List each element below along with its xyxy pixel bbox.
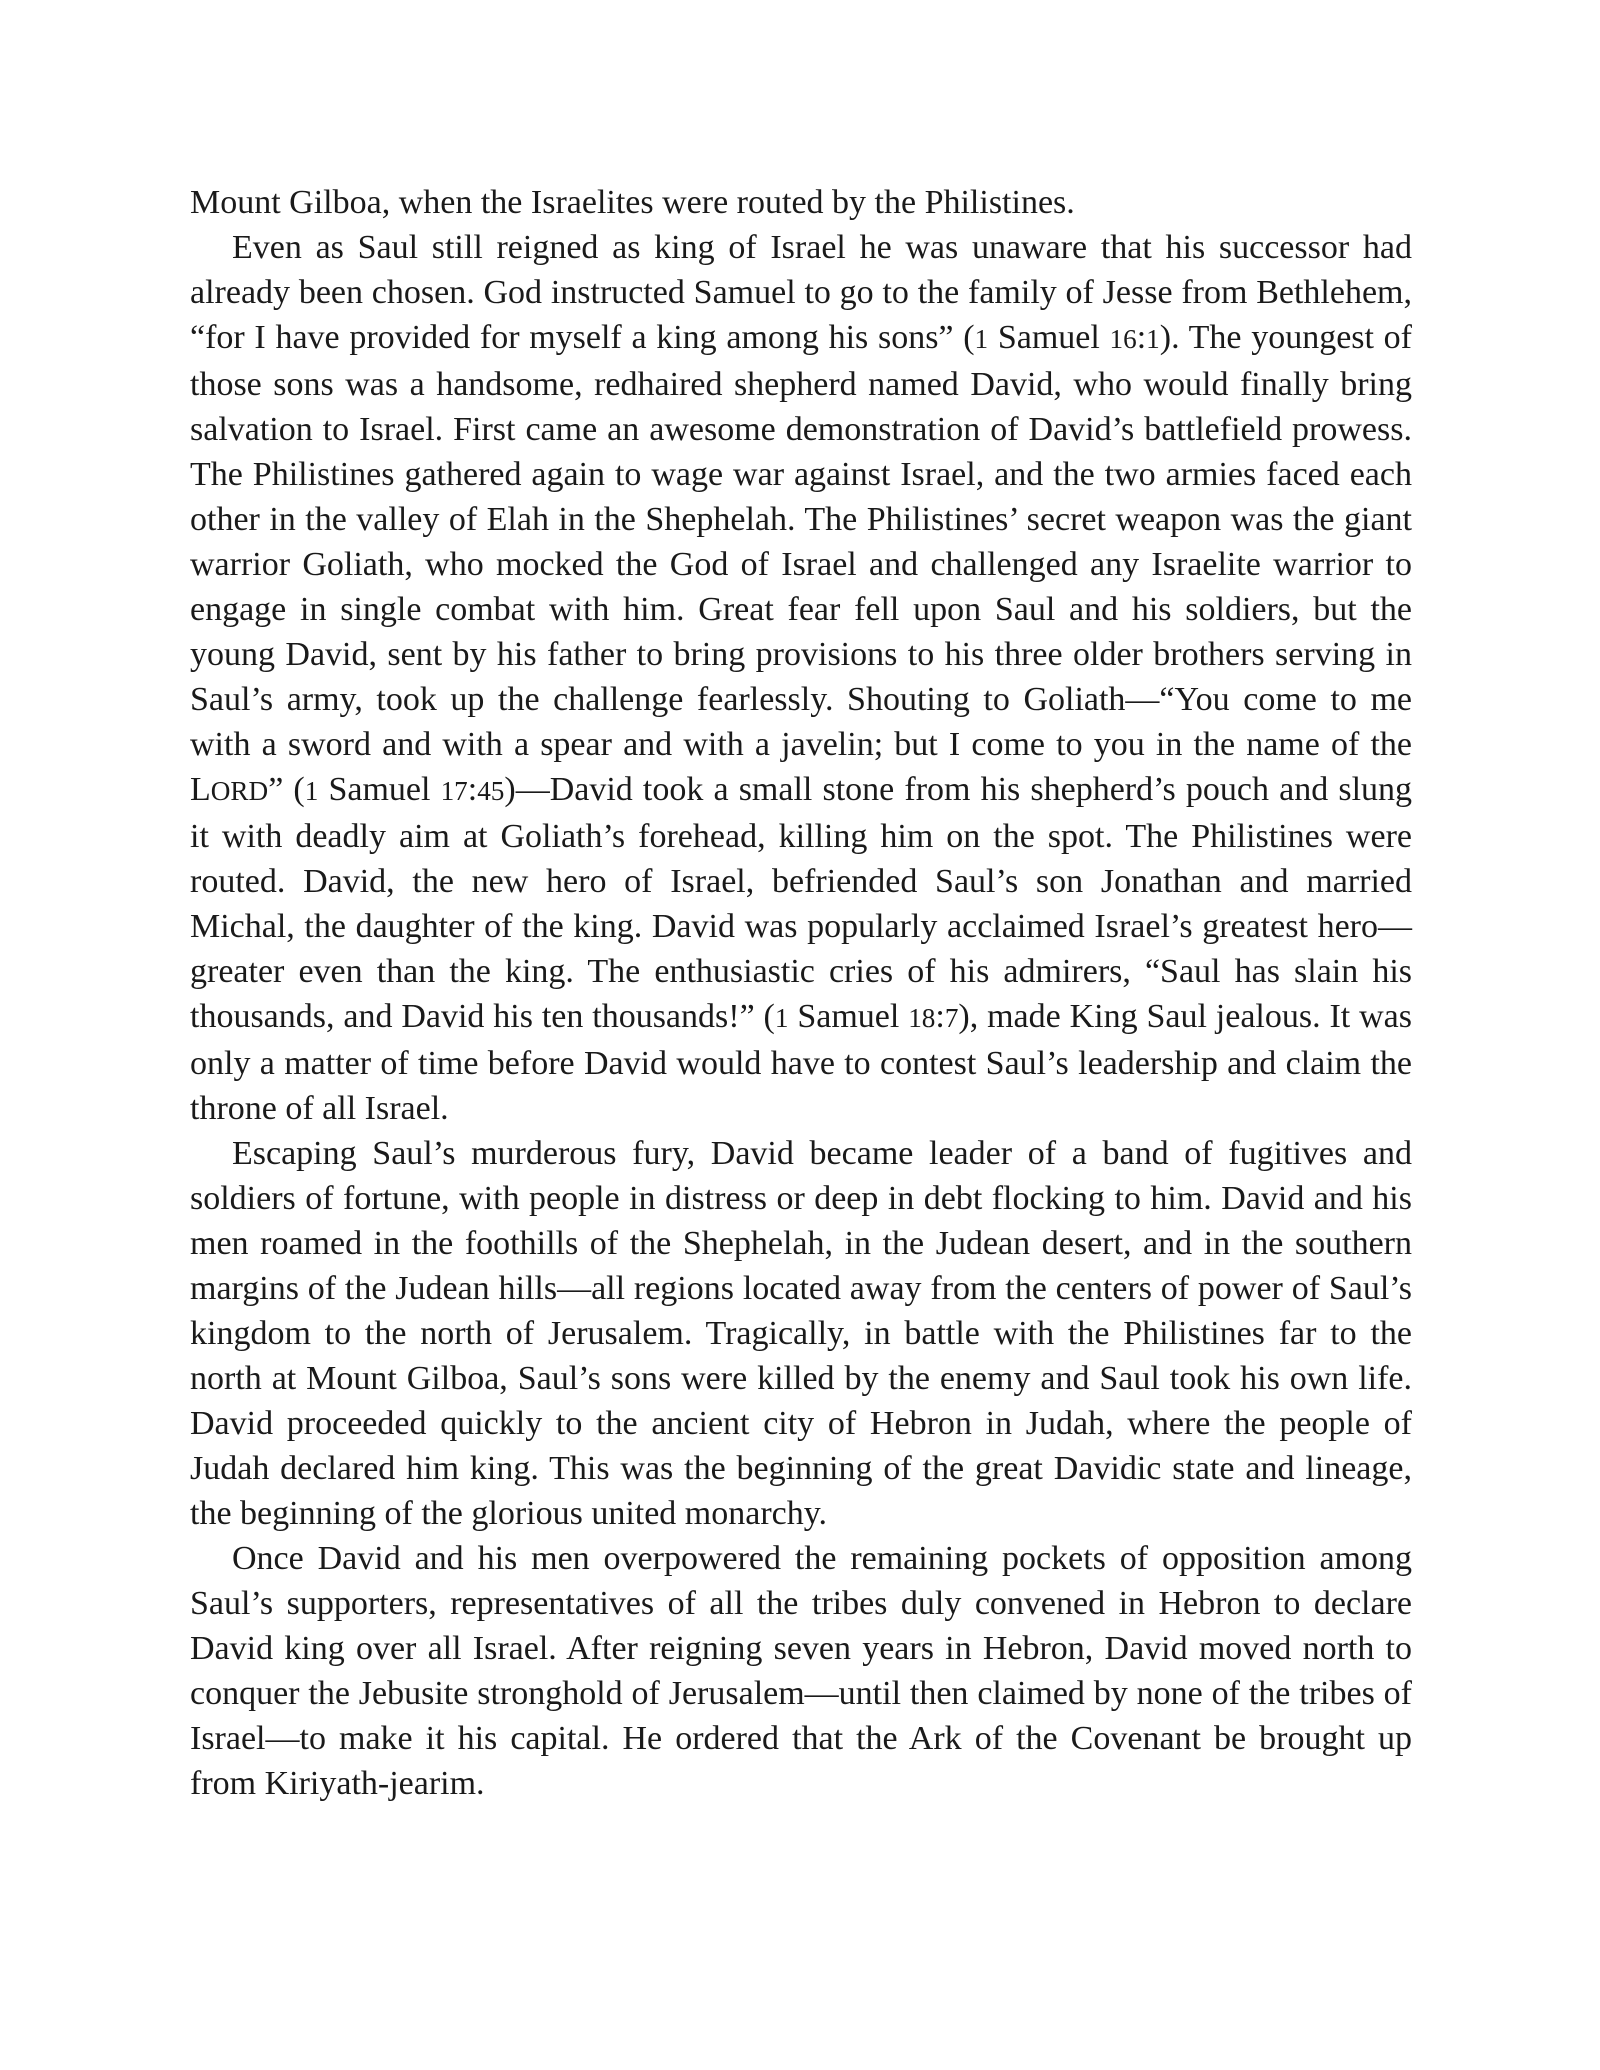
text-run: :	[1136, 319, 1147, 356]
page-body	[190, 180, 1412, 1806]
text-run: ” (	[268, 771, 305, 808]
small-caps-numeral: 16	[1109, 324, 1137, 354]
paragraph	[190, 1536, 1412, 1806]
small-caps-text: ORD	[210, 776, 269, 806]
text-run: Samuel	[318, 771, 441, 808]
small-caps-numeral: 17	[440, 776, 468, 806]
text-run: Once David and his men overpowered the remaining pockets of opposition among Saul’s supporters, representatives of all the tribes duly convened in Hebron to declare David king over all Israel. After reigning seven years in Hebron, David moved north to conquer the Jebusite stronghold of Jerusalem—until then claimed by none of the tribes of Israel—to make it his capital. He ordered that the Ark of the Covenant be brought up from Kiriyath-jearim.	[190, 1540, 1412, 1802]
text-run: Even as Saul still reigned as king of Israel he was unaware that his successor had already been chosen. God instructed Samuel to go to the family of Jesse from Bethlehem, “for I have provided for myself a king among his sons” (	[190, 229, 1412, 356]
small-caps-numeral: 18	[908, 1003, 936, 1033]
small-caps-numeral: 1	[304, 776, 319, 806]
text-run: :	[467, 771, 478, 808]
small-caps-numeral: 7	[944, 1003, 959, 1033]
small-caps-numeral: 1	[774, 1003, 789, 1033]
small-caps-numeral: 45	[477, 776, 505, 806]
text-run: Mount Gilboa, when the Israelites were routed by the Philistines.	[190, 184, 1075, 221]
text-run: ). The youngest of those sons was a handsome, redhaired shepherd named David, who would finally bring salvation to Israel. First came an awesome demonstration of David’s battlefield prowess. The Philistines gathered again to wage war against Israel, and the two armies faced each other in the valley of Elah in the Shephelah. The Philistines’ secret weapon was the giant warrior Goliath, who mocked the God of Israel and challenged any Israelite warrior to engage in single combat with him. Great fear fell upon Saul and his soldiers, but the young David, sent by his father to bring provisions to his three older brothers serving in Saul’s army, took up the challenge fearlessly. Shouting to Goliath—“You come to me with a sword and with a spear and with a javelin; but I come to you in the name of the L	[190, 319, 1412, 808]
small-caps-numeral: 1	[1146, 324, 1160, 354]
small-caps-numeral: 1	[974, 324, 989, 354]
text-run: :	[935, 998, 945, 1035]
text-run: Samuel	[788, 998, 909, 1035]
paragraph	[190, 180, 1412, 225]
paragraph	[190, 1131, 1412, 1536]
text-run: Escaping Saul’s murderous fury, David became leader of a band of fugitives and soldiers of fortune, with people in distress or deep in debt flocking to him. David and his men roamed in the foothills of the Shephelah, in the Judean desert, and in the southern margins of the Judean hills—all regions located away from the centers of power of Saul’s kingdom to the north of Jerusalem. Tragically, in battle with the Philistines far to the north at Mount Gilboa, Saul’s sons were killed by the enemy and Saul took his own life. David proceeded quickly to the ancient city of Hebron in Judah, where the people of Judah declared him king. This was the beginning of the great Davidic state and lineage, the beginning of the glorious united monarchy.	[190, 1135, 1412, 1532]
text-run: Samuel	[988, 319, 1110, 356]
text-run: )—David took a small stone from his shepherd’s pouch and slung it with deadly aim at Goliath’s forehead, killing him on the spot. The Philistines were routed. David, the new hero of Israel, befriended Saul’s son Jonathan and married Michal, the daughter of the king. David was popularly acclaimed Israel’s greatest hero—greater even than the king. The enthusiastic cries of his admirers, “Saul has slain his thousands, and David his ten thousands!” (	[190, 771, 1413, 1035]
paragraph	[190, 225, 1412, 1131]
text-run: ), made King Saul jealous. It was only a matter of time before David would have to contest Saul’s leadership and claim the throne of all Israel.	[190, 998, 1412, 1127]
